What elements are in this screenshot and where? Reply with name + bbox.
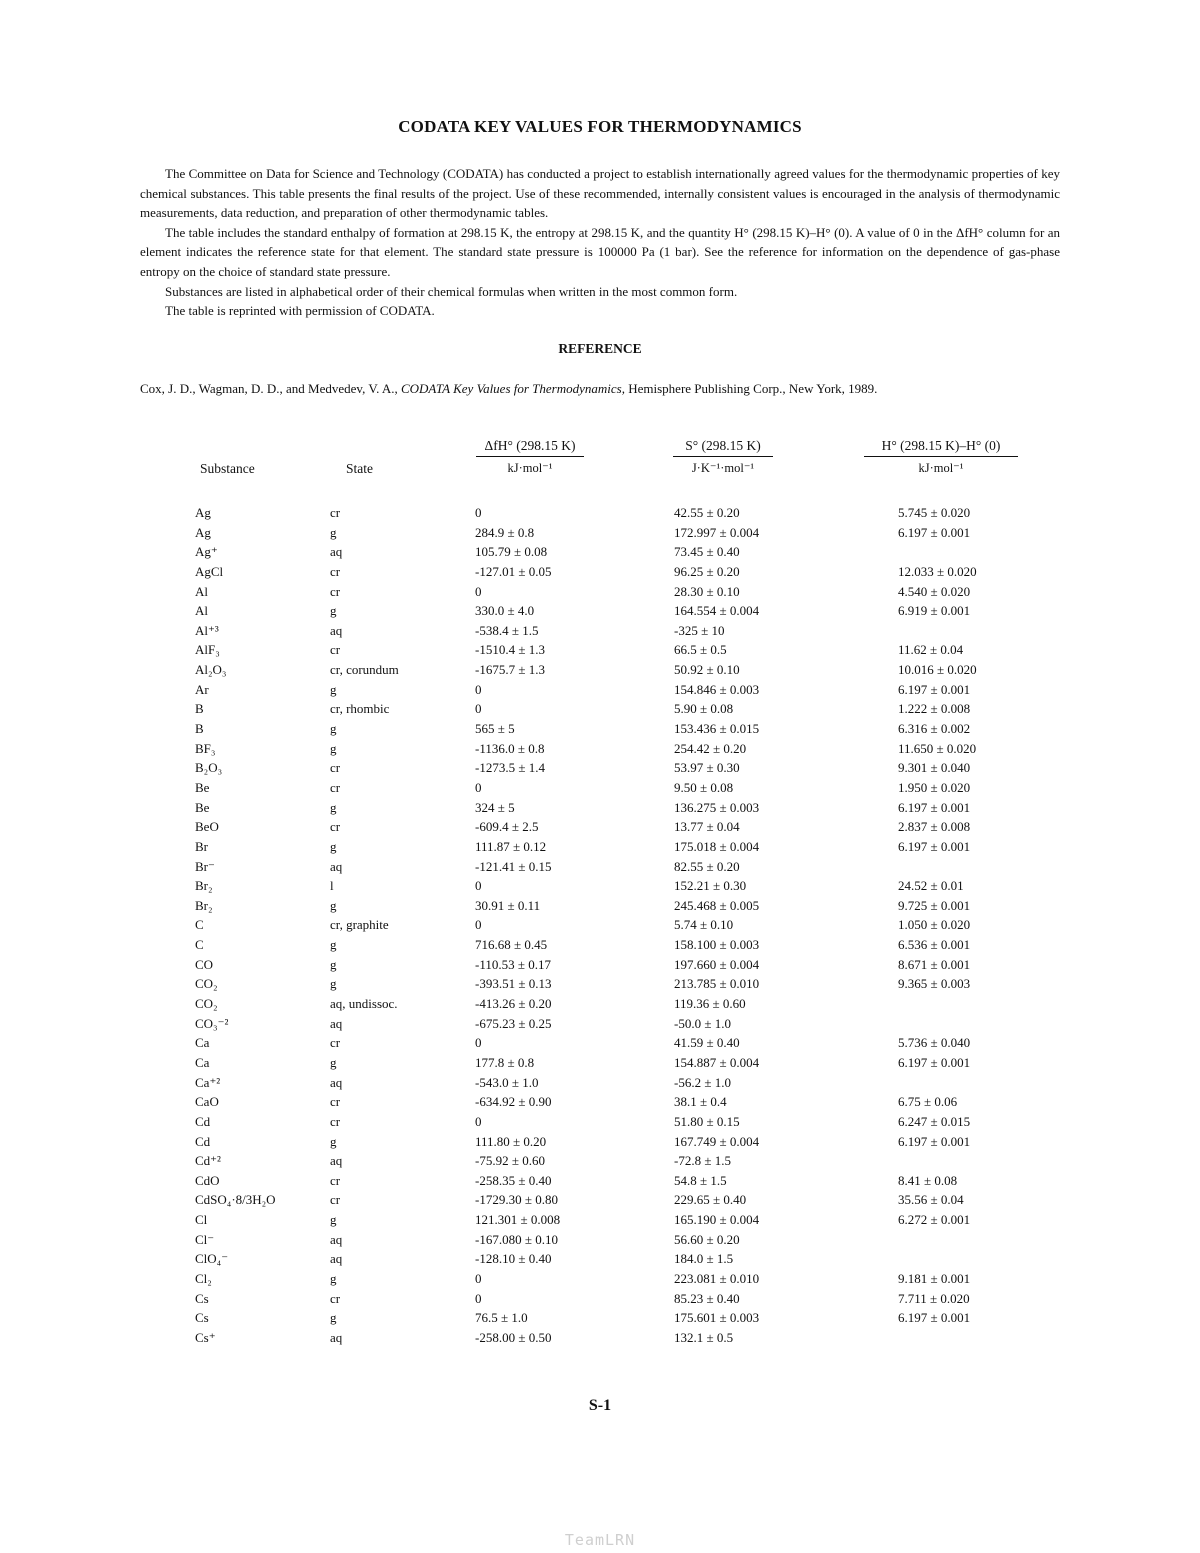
enthalpy-difference-cell: 5.745 ± 0.020 [898,505,971,520]
table-row [0,1075,1200,1095]
entropy-cell: 96.25 ± 0.20 [674,563,740,579]
enthalpy-cell: -258.35 ± 0.40 [475,1172,552,1188]
substance-cell: B₂O₃ [195,760,223,776]
table-row [0,701,1200,721]
entropy-cell: -325 ± 10 [674,622,725,638]
enthalpy-cell: 0 [475,1270,482,1286]
state-cell: cr [330,1094,341,1110]
substance-cell: Br₂ [195,897,213,913]
substance-cell: CaO [195,1094,219,1110]
table-row [0,603,1200,623]
table-row [0,1016,1200,1036]
enthalpy-cell: -127.01 ± 0.05 [475,563,552,579]
enthalpy-cell: 0 [475,878,482,894]
enthalpy-cell: -1729.30 ± 0.80 [475,1192,558,1208]
table-row [0,1271,1200,1291]
state-cell: cr [330,563,341,579]
substance-cell: BF₃ [195,740,216,756]
entropy-cell: 5.74 ± 0.10 [674,917,734,933]
enthalpy-difference-cell: 2.837 ± 0.008 [898,819,971,835]
table-row [0,721,1200,741]
enthalpy-cell: -167.080 ± 0.10 [475,1231,558,1247]
enthalpy-cell: 0 [475,505,482,520]
intro-paragraph: Substances are listed in alphabetical order of their chemical formulas when written in the most common form. [165,283,738,299]
data-table-body [0,505,1200,1350]
intro-text [140,164,1060,321]
entropy-header-unit: J·K⁻¹·mol⁻¹ [691,461,755,475]
entropy-cell: 213.785 ± 0.010 [674,976,760,992]
substance-cell: Cd⁺² [195,1153,221,1169]
entropy-cell: 164.554 ± 0.004 [674,603,760,619]
enthalpy-cell: 177.8 ± 0.8 [475,1054,535,1070]
enthalpy-cell: 111.80 ± 0.20 [475,1133,547,1149]
state-cell: cr [330,760,341,776]
substance-cell: Al [195,583,208,599]
entropy-cell: 73.45 ± 0.40 [674,544,740,560]
state-cell: g [330,1270,337,1286]
state-cell: cr, corundum [330,662,399,678]
enthalpy-difference-cell: 9.301 ± 0.040 [898,760,971,776]
enthalpy-cell: -675.23 ± 0.25 [475,1015,552,1031]
reference-publisher: Hemisphere Publishing Corp., New York, 1989. [624,381,878,396]
table-row [0,1114,1200,1134]
state-cell: aq [330,1329,343,1345]
table-row [0,819,1200,839]
table-row [0,800,1200,820]
state-cell: cr [330,779,341,795]
enthalpy-difference-cell: 12.033 ± 0.020 [898,563,977,579]
entropy-cell: 56.60 ± 0.20 [674,1231,740,1247]
enthalpy-difference-cell: 6.197 ± 0.001 [898,1133,971,1149]
entropy-cell: 66.5 ± 0.5 [674,642,727,658]
enthalpy-cell: 76.5 ± 1.0 [475,1310,528,1326]
column-header-enthalpy [476,438,584,476]
substance-cell: Br⁻ [195,858,215,874]
entropy-cell: 223.081 ± 0.010 [674,1270,760,1286]
enthalpy-cell: -1273.5 ± 1.4 [475,760,545,776]
substance-cell: BeO [195,819,219,835]
state-cell: aq [330,1153,343,1169]
state-cell: g [330,681,337,697]
enthalpy-cell: -634.92 ± 0.90 [475,1094,552,1110]
substance-cell: AlF₃ [195,642,220,658]
table-row [0,937,1200,957]
state-cell: g [330,740,337,756]
enthalpy-cell: 284.9 ± 0.8 [475,524,535,540]
enthalpy-cell: 0 [475,1113,482,1129]
substance-cell: CO₂ [195,996,218,1012]
entropy-cell: -56.2 ± 1.0 [674,1074,731,1090]
entropy-cell: 154.846 ± 0.003 [674,681,760,697]
state-cell: cr [330,642,341,658]
entropy-cell: 53.97 ± 0.30 [674,760,740,776]
table-row [0,1055,1200,1075]
enthalpy-difference-cell: 6.197 ± 0.001 [898,681,971,697]
table-row [0,760,1200,780]
entropy-cell: 28.30 ± 0.10 [674,583,740,599]
enthalpy-cell: 111.87 ± 0.12 [475,838,547,854]
enthalpy-cell: 0 [475,917,482,933]
table-row [0,1251,1200,1271]
enthalpy-difference-cell: 8.41 ± 0.08 [898,1172,958,1188]
state-cell: g [330,976,337,992]
column-header-entropy [673,438,773,476]
state-cell: aq [330,622,343,638]
substance-cell: Ca [195,1054,210,1070]
state-cell: cr [330,1192,341,1208]
entropy-cell: -72.8 ± 1.5 [674,1153,731,1169]
enthalpy-cell: 330.0 ± 4.0 [475,603,535,619]
state-cell: g [330,524,337,540]
state-cell: aq, undissoc. [330,996,398,1012]
table-row [0,1035,1200,1055]
enthalpy-difference-cell: 1.050 ± 0.020 [898,917,971,933]
substance-cell: Cs [195,1290,209,1306]
enthalpy-cell: 0 [475,583,482,599]
state-cell: aq [330,1015,343,1031]
enthalpy-difference-cell: 6.197 ± 0.001 [898,799,971,815]
state-cell: aq [330,1074,343,1090]
enthalpy-cell: -609.4 ± 2.5 [475,819,539,835]
table-row [0,1153,1200,1173]
entropy-cell: 154.887 ± 0.004 [674,1054,760,1070]
table-row [0,741,1200,761]
enthalpy-cell: -393.51 ± 0.13 [475,976,552,992]
enthalpy-cell: -543.0 ± 1.0 [475,1074,539,1090]
substance-cell: Be [195,779,210,795]
state-cell: g [330,721,337,737]
entropy-cell: 82.55 ± 0.20 [674,858,740,874]
column-header-state: State [346,461,373,476]
enthalpy-difference-header-unit: kJ·mol⁻¹ [918,461,964,475]
entropy-cell: 136.275 ± 0.003 [674,799,760,815]
table-row [0,525,1200,545]
enthalpy-difference-cell: 9.181 ± 0.001 [898,1270,971,1286]
enthalpy-cell: 716.68 ± 0.45 [475,937,548,953]
table-row [0,878,1200,898]
entropy-cell: 158.100 ± 0.003 [674,937,760,953]
enthalpy-difference-cell: 6.536 ± 0.001 [898,937,971,953]
state-cell: aq [330,544,343,560]
enthalpy-cell: 0 [475,681,482,697]
enthalpy-cell: 0 [475,1035,482,1051]
enthalpy-cell: 324 ± 5 [475,799,515,815]
enthalpy-difference-cell: 6.197 ± 0.001 [898,838,971,854]
enthalpy-difference-cell: 6.75 ± 0.06 [898,1094,958,1110]
substance-cell: AgCl [195,563,224,579]
enthalpy-header-unit: kJ·mol⁻¹ [507,461,553,475]
enthalpy-difference-header-label: H° (298.15 K)–H° (0) [864,438,1018,457]
substance-cell: Cs [195,1310,209,1326]
table-row [0,1192,1200,1212]
substance-cell: Br [195,838,208,854]
state-cell: g [330,603,337,619]
state-cell: aq [330,1231,343,1247]
state-cell: g [330,1054,337,1070]
intro-paragraph: The table includes the standard enthalpy of formation at 298.15 K, the entropy at 298.15 K, and the quantity H° (298.15 K)–H° (0). A value of 0 in the ΔfH° column for an element indicates the reference state for that element. The standard state pressure is 100000 Pa (1 bar). See the reference for information on the dependence of gas-phase entropy on the choice of standard state pressure. [140,224,1060,279]
entropy-header-label: S° (298.15 K) [673,438,773,457]
substance-cell: Al₂O₃ [195,662,227,678]
substance-cell: C [195,917,204,933]
entropy-cell: 51.80 ± 0.15 [674,1113,740,1129]
enthalpy-difference-cell: 6.197 ± 0.001 [898,1054,971,1070]
table-row [0,898,1200,918]
enthalpy-cell: -1510.4 ± 1.3 [475,642,545,658]
substance-cell: Cd [195,1113,211,1129]
reference-heading: REFERENCE [558,341,642,356]
substance-cell: CdSO₄·8/3H₂O [195,1192,276,1208]
entropy-cell: 175.018 ± 0.004 [674,838,760,854]
entropy-cell: -50.0 ± 1.0 [674,1015,731,1031]
entropy-cell: 184.0 ± 1.5 [674,1251,734,1267]
enthalpy-difference-cell: 8.671 ± 0.001 [898,956,971,972]
substance-cell: Ca⁺² [195,1074,221,1090]
substance-cell: Ag [195,524,211,540]
watermark: TeamLRN [564,1531,636,1549]
state-cell: cr [330,819,341,835]
enthalpy-cell: -75.92 ± 0.60 [475,1153,545,1169]
enthalpy-cell: -538.4 ± 1.5 [475,622,539,638]
table-row [0,623,1200,643]
reference-citation [140,381,1100,397]
entropy-cell: 41.59 ± 0.40 [674,1035,740,1051]
table-row [0,1173,1200,1193]
table-row [0,1310,1200,1330]
substance-cell: CdO [195,1172,220,1188]
enthalpy-cell: 0 [475,1290,482,1306]
entropy-cell: 165.190 ± 0.004 [674,1212,760,1228]
state-cell: cr, graphite [330,917,389,933]
state-cell: cr [330,1290,341,1306]
state-cell: g [330,1133,337,1149]
enthalpy-difference-cell: 6.272 ± 0.001 [898,1212,971,1228]
state-cell: cr, rhombic [330,701,390,717]
state-cell: g [330,897,337,913]
enthalpy-header-label: ΔfH° (298.15 K) [476,438,584,457]
substance-cell: Cs⁺ [195,1329,216,1345]
substance-cell: Ag [195,505,211,520]
substance-cell: Br₂ [195,878,213,894]
state-cell: aq [330,858,343,874]
table-row [0,957,1200,977]
state-cell: g [330,838,337,854]
enthalpy-cell: 565 ± 5 [475,721,515,737]
enthalpy-cell: -128.10 ± 0.40 [475,1251,552,1267]
substance-cell: Ca [195,1035,210,1051]
enthalpy-difference-cell: 11.650 ± 0.020 [898,740,977,756]
entropy-cell: 5.90 ± 0.08 [674,701,734,717]
table-row [0,505,1200,525]
intro-paragraph: The table is reprinted with permission of CODATA. [165,303,435,319]
entropy-cell: 9.50 ± 0.08 [674,779,734,795]
enthalpy-difference-cell: 6.316 ± 0.002 [898,721,971,737]
enthalpy-difference-cell: 9.725 ± 0.001 [898,897,971,913]
enthalpy-cell: -121.41 ± 0.15 [475,858,552,874]
enthalpy-difference-cell: 6.247 ± 0.015 [898,1113,971,1129]
table-row [0,544,1200,564]
table-row [0,1232,1200,1252]
enthalpy-cell: 30.91 ± 0.11 [475,897,541,913]
entropy-cell: 153.436 ± 0.015 [674,721,760,737]
table-row [0,662,1200,682]
enthalpy-difference-cell: 1.222 ± 0.008 [898,701,971,717]
table-row [0,1094,1200,1114]
substance-cell: Ag⁺ [195,544,218,560]
table-row [0,1330,1200,1350]
column-header-enthalpy-difference [864,438,1018,476]
entropy-cell: 119.36 ± 0.60 [674,996,746,1012]
enthalpy-cell: -110.53 ± 0.17 [475,956,551,972]
table-row [0,996,1200,1016]
state-cell: g [330,937,337,953]
entropy-cell: 13.77 ± 0.04 [674,819,740,835]
table-row [0,859,1200,879]
substance-cell: Al [195,603,208,619]
substance-cell: Cl [195,1212,208,1228]
state-cell: aq [330,1251,343,1267]
entropy-cell: 54.8 ± 1.5 [674,1172,727,1188]
enthalpy-difference-cell: 5.736 ± 0.040 [898,1035,971,1051]
entropy-cell: 50.92 ± 0.10 [674,662,740,678]
state-cell: g [330,956,337,972]
substance-cell: C [195,937,204,953]
enthalpy-cell: -1675.7 ± 1.3 [475,662,545,678]
enthalpy-cell: 0 [475,779,482,795]
entropy-cell: 132.1 ± 0.5 [674,1329,734,1345]
state-cell: cr [330,1172,341,1188]
enthalpy-difference-cell: 11.62 ± 0.04 [898,642,964,658]
state-cell: g [330,1310,337,1326]
enthalpy-difference-cell: 6.197 ± 0.001 [898,1310,971,1326]
state-cell: g [330,1212,337,1228]
entropy-cell: 197.660 ± 0.004 [674,956,760,972]
substance-cell: Ar [195,681,209,697]
enthalpy-cell: -413.26 ± 0.20 [475,996,552,1012]
table-row [0,584,1200,604]
reference-authors: Cox, J. D., Wagman, D. D., and Medvedev, V. A., [140,381,401,396]
entropy-cell: 42.55 ± 0.20 [674,505,740,520]
table-row [0,976,1200,996]
entropy-cell: 152.21 ± 0.30 [674,878,747,894]
reference-book-title: CODATA Key Values for Thermodynamics, [400,381,625,396]
entropy-cell: 229.65 ± 0.40 [674,1192,747,1208]
state-cell: cr [330,1113,341,1129]
entropy-cell: 85.23 ± 0.40 [674,1290,740,1306]
enthalpy-cell: -258.00 ± 0.50 [475,1329,552,1345]
substance-cell: Be [195,799,210,815]
entropy-cell: 172.997 ± 0.004 [674,524,760,540]
substance-cell: Cd [195,1133,211,1149]
enthalpy-difference-cell: 24.52 ± 0.01 [898,878,964,894]
enthalpy-cell: 105.79 ± 0.08 [475,544,548,560]
table-row [0,1291,1200,1311]
state-cell: g [330,799,337,815]
intro-paragraph: The Committee on Data for Science and Technology (CODATA) has conducted a project to establish internationally agreed values for the thermodynamic properties of key chemical substances. This table presents the final results of the project. Use of these recommended, internally consistent values is encouraged in the analysis of thermodynamic measurements, data reduction, and preparation of other thermodynamic tables. [140,166,1060,221]
enthalpy-difference-cell: 7.711 ± 0.020 [898,1290,970,1306]
table-row [0,917,1200,937]
enthalpy-difference-cell: 6.919 ± 0.001 [898,603,971,619]
entropy-cell: 254.42 ± 0.20 [674,740,747,756]
enthalpy-cell: 121.301 ± 0.008 [475,1212,561,1228]
substance-cell: B [195,721,204,737]
enthalpy-difference-cell: 10.016 ± 0.020 [898,662,977,678]
state-cell: l [330,878,334,894]
substance-cell: CO₂ [195,976,218,992]
table-row [0,1212,1200,1232]
entropy-cell: 38.1 ± 0.4 [674,1094,727,1110]
substance-cell: B [195,701,204,717]
entropy-cell: 245.468 ± 0.005 [674,897,760,913]
enthalpy-cell: 0 [475,701,482,717]
substance-cell: Al⁺³ [195,622,219,638]
substance-cell: Cl⁻ [195,1231,215,1247]
entropy-cell: 175.601 ± 0.003 [674,1310,760,1326]
state-cell: cr [330,1035,341,1051]
state-cell: cr [330,583,341,599]
page-title: CODATA KEY VALUES FOR THERMODYNAMICS [398,117,802,136]
page-number: S-1 [588,1397,612,1414]
table-row [0,839,1200,859]
enthalpy-difference-cell: 6.197 ± 0.001 [898,524,971,540]
column-header-substance: Substance [200,461,255,476]
table-row [0,642,1200,662]
table-row [0,780,1200,800]
entropy-cell: 167.749 ± 0.004 [674,1133,760,1149]
table-row [0,564,1200,584]
substance-cell: CO₃⁻² [195,1015,229,1031]
enthalpy-difference-cell: 9.365 ± 0.003 [898,976,971,992]
enthalpy-cell: -1136.0 ± 0.8 [475,740,545,756]
table-row [0,1134,1200,1154]
table-row [0,682,1200,702]
substance-cell: CO [195,956,214,972]
state-cell: cr [330,505,341,520]
enthalpy-difference-cell: 35.56 ± 0.04 [898,1192,964,1208]
substance-cell: Cl₂ [195,1270,212,1286]
enthalpy-difference-cell: 4.540 ± 0.020 [898,583,971,599]
substance-cell: ClO₄⁻ [195,1251,229,1267]
enthalpy-difference-cell: 1.950 ± 0.020 [898,779,971,795]
